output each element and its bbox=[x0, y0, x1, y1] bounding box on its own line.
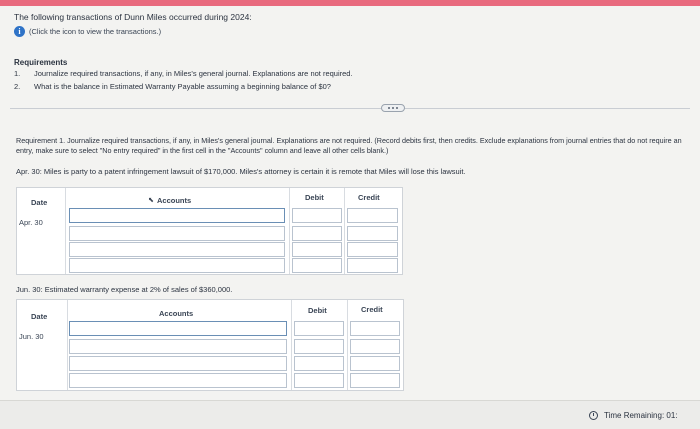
account-input-2[interactable] bbox=[69, 226, 285, 241]
time-remaining-label: Time Remaining: 01: bbox=[604, 411, 678, 420]
date-jun-30: Jun. 30 bbox=[19, 332, 44, 341]
cursor-icon: ⬉ bbox=[148, 197, 154, 204]
debit-input-3[interactable] bbox=[292, 242, 342, 257]
debit-input-1[interactable] bbox=[294, 321, 344, 336]
divider-handle[interactable] bbox=[381, 104, 405, 112]
credit-input-4[interactable] bbox=[347, 258, 398, 273]
journal-table-apr-30 bbox=[16, 187, 403, 275]
credit-input-1[interactable] bbox=[350, 321, 400, 336]
date-header: Date bbox=[31, 198, 48, 207]
credit-input-3[interactable] bbox=[350, 356, 400, 371]
credit-header: Credit bbox=[361, 305, 383, 314]
scenario-apr-30: Apr. 30: Miles is party to a patent infringement lawsuit of $170,000. Miles's attorney is certain it is remote that Miles will lose this lawsuit. bbox=[16, 167, 466, 176]
clock-icon bbox=[589, 411, 598, 420]
intro-text: The following transactions of Dunn Miles occurred during 2024: bbox=[14, 12, 252, 22]
account-input-3[interactable] bbox=[69, 242, 285, 257]
credit-input-4[interactable] bbox=[350, 373, 400, 388]
section-divider bbox=[10, 108, 690, 109]
debit-header: Debit bbox=[305, 193, 324, 202]
accounts-header: Accounts bbox=[159, 309, 194, 318]
top-accent-bar bbox=[0, 0, 700, 6]
credit-input-1[interactable] bbox=[347, 208, 398, 223]
credit-input-2[interactable] bbox=[347, 226, 398, 241]
info-icon[interactable]: i bbox=[14, 26, 25, 37]
debit-input-3[interactable] bbox=[294, 356, 344, 371]
requirement-item-1: 1. Journalize required transactions, if any, in Miles's general journal. Explanations are not required. bbox=[14, 69, 353, 78]
debit-input-1[interactable] bbox=[292, 208, 342, 223]
journal-table-jun-30 bbox=[16, 299, 404, 391]
requirement-1-instructions: Requirement 1. Journalize required transactions, if any, in Miles's general journal. Explanations are not required. (Record debits first, then credits. Exclude explanations from journal entries that do not require an entry, make sure to select "No entry required" in the first cell in the "Accounts" column and leave all other cells blank.) bbox=[16, 136, 682, 155]
credit-input-3[interactable] bbox=[347, 242, 398, 257]
debit-input-2[interactable] bbox=[292, 226, 342, 241]
accounts-header: Accounts bbox=[157, 196, 192, 205]
info-text: (Click the icon to view the transactions.) bbox=[29, 26, 162, 36]
requirement-item-2: 2. What is the balance in Estimated Warranty Payable assuming a beginning balance of $0? bbox=[14, 82, 331, 91]
info-row[interactable] bbox=[14, 24, 161, 38]
debit-input-2[interactable] bbox=[294, 339, 344, 354]
date-header: Date bbox=[31, 312, 48, 321]
debit-input-4[interactable] bbox=[292, 258, 342, 273]
account-input-4[interactable] bbox=[69, 258, 285, 273]
account-input-1[interactable] bbox=[69, 208, 285, 223]
requirements-heading: Requirements bbox=[14, 58, 68, 67]
account-input-3[interactable] bbox=[69, 356, 287, 371]
scenario-jun-30: Jun. 30: Estimated warranty expense at 2% of sales of $360,000. bbox=[16, 285, 233, 294]
account-input-4[interactable] bbox=[69, 373, 287, 388]
credit-header: Credit bbox=[358, 193, 380, 202]
credit-input-2[interactable] bbox=[350, 339, 400, 354]
debit-input-4[interactable] bbox=[294, 373, 344, 388]
debit-header: Debit bbox=[308, 306, 327, 315]
account-input-1[interactable] bbox=[69, 321, 287, 336]
date-apr-30: Apr. 30 bbox=[19, 218, 43, 227]
account-input-2[interactable] bbox=[69, 339, 287, 354]
